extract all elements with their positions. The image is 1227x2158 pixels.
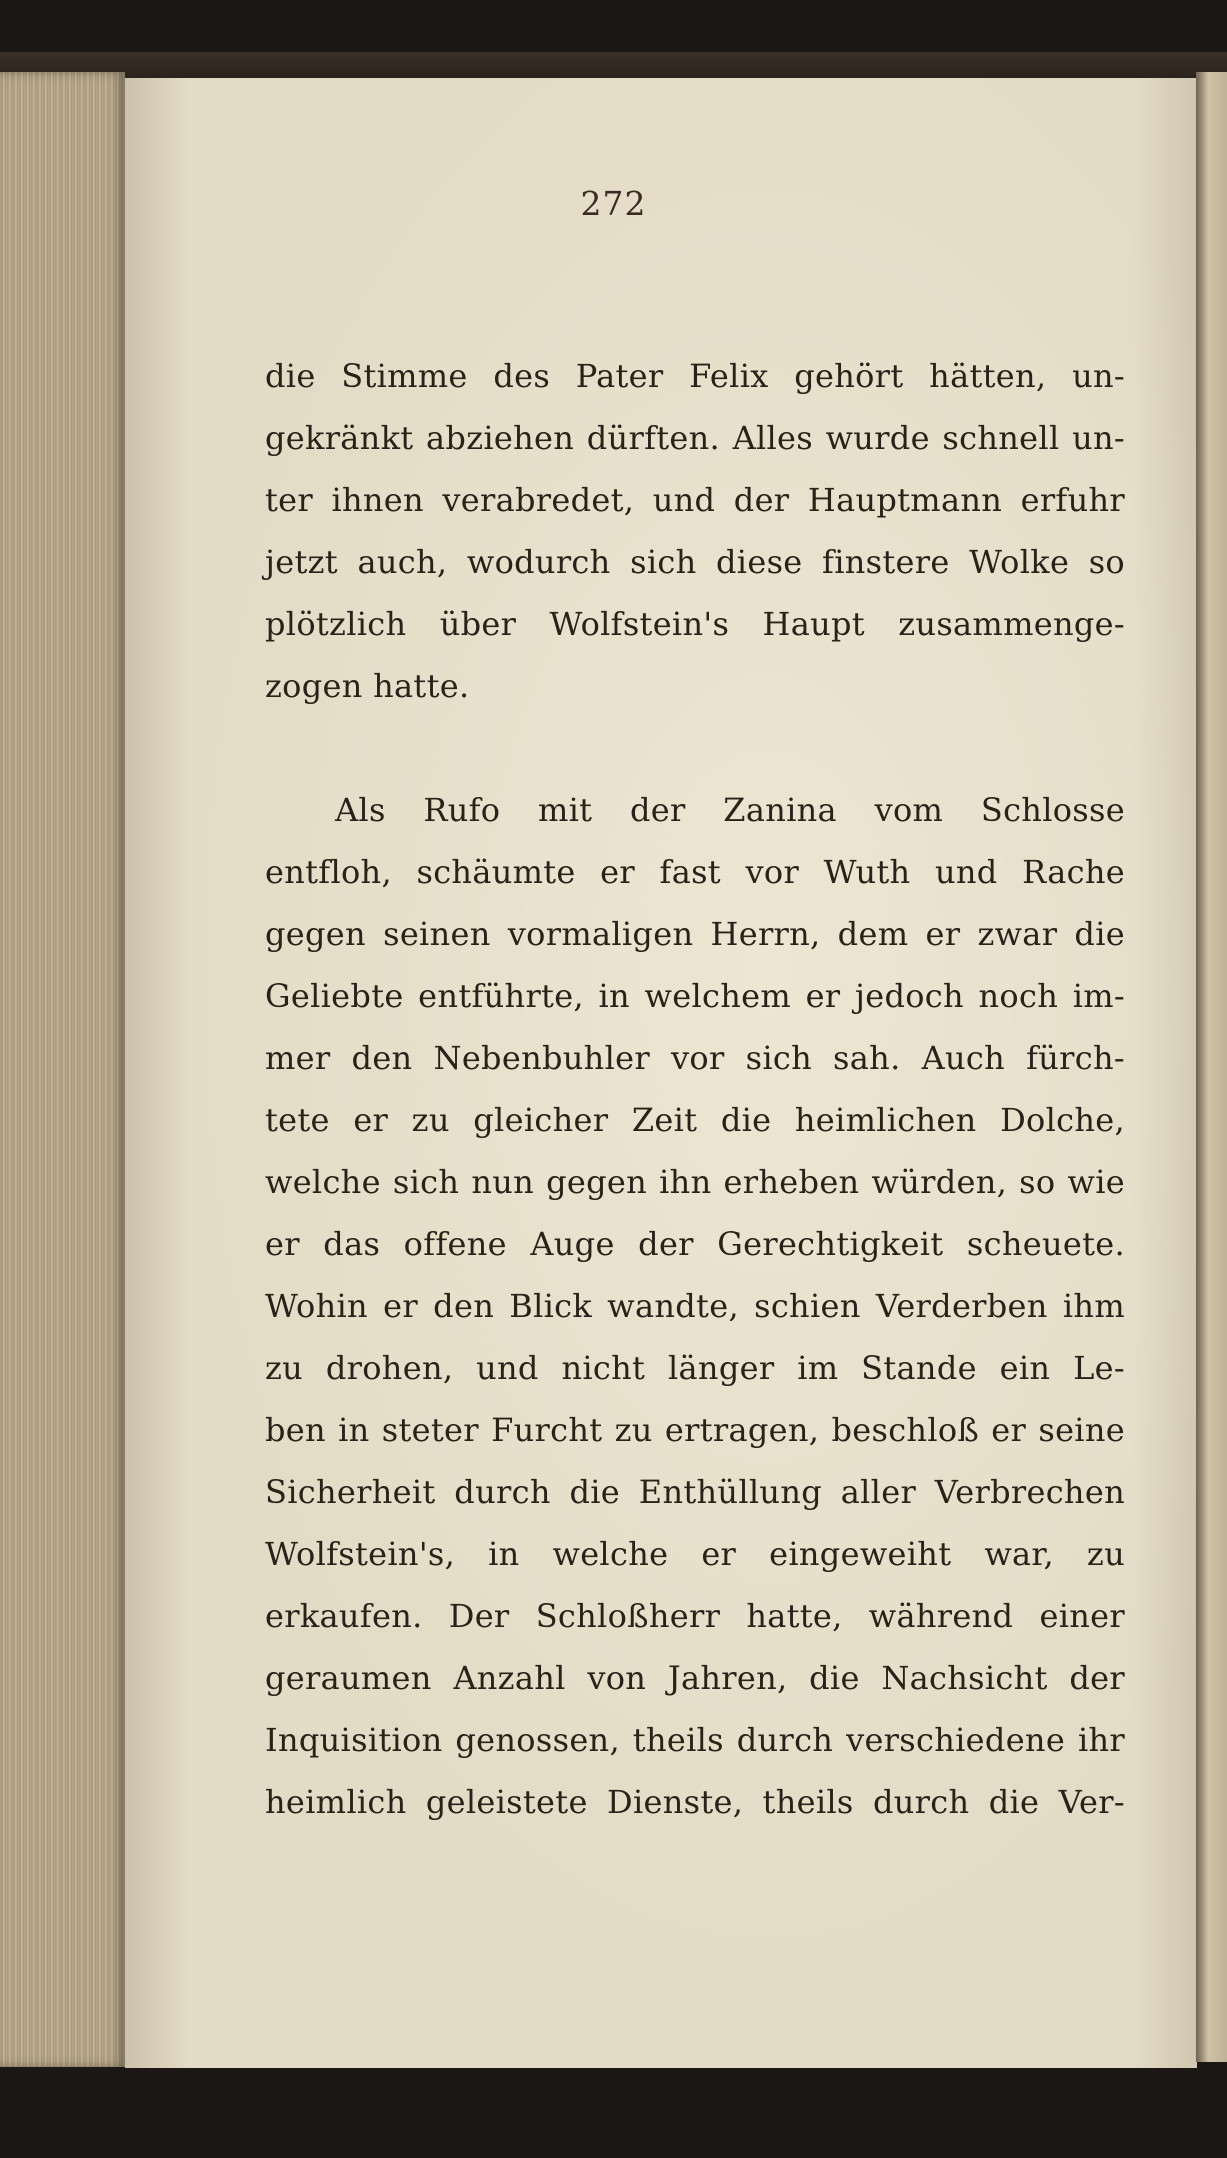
text-line: mer den Nebenbuhler vor sich sah. Auch fürch-	[265, 1039, 1125, 1077]
body-text	[265, 345, 1125, 1833]
text-line: jetzt auch, wodurch sich diese finstere Wolke so	[265, 543, 1125, 581]
text-line: ter ihnen verabredet, und der Hauptmann erfuhr	[265, 481, 1125, 519]
text-line: gegen seinen vormaligen Herrn, dem er zwar die	[265, 915, 1125, 953]
text-line: Sicherheit durch die Enthüllung aller Verbrechen	[265, 1473, 1125, 1511]
text-line: Als Rufo mit der Zanina vom Schlosse	[335, 791, 1125, 829]
text-line: geraumen Anzahl von Jahren, die Nachsicht der	[265, 1659, 1125, 1697]
text-line: die Stimme des Pater Felix gehört hätten, un-	[265, 357, 1125, 395]
next-page-edge	[1196, 72, 1227, 2062]
text-line: Inquisition genossen, theils durch verschiedene ihr	[265, 1721, 1125, 1759]
text-line: zogen hatte.	[265, 667, 470, 705]
text-line: er das offene Auge der Gerechtigkeit scheuete.	[265, 1225, 1125, 1263]
text-line: welche sich nun gegen ihn erheben würden, so wie	[265, 1163, 1125, 1201]
text-line: entfloh, schäumte er fast vor Wuth und Rache	[265, 853, 1125, 891]
book-top-edge	[0, 52, 1227, 78]
text-line: gekränkt abziehen dürften. Alles wurde schnell un-	[265, 419, 1125, 457]
paragraph-2	[265, 779, 1125, 1833]
paragraph-gap	[265, 717, 1125, 779]
page-stack-edge	[0, 72, 125, 2067]
text-line: Geliebte entführte, in welchem er jedoch noch im-	[265, 977, 1125, 1015]
paragraph-1	[265, 345, 1125, 717]
text-line: erkaufen. Der Schloßherr hatte, während einer	[265, 1597, 1125, 1635]
text-line: Wohin er den Blick wandte, schien Verderben ihm	[265, 1287, 1125, 1325]
text-line: ben in steter Furcht zu ertragen, beschloß er seine	[265, 1411, 1125, 1449]
page-number: 272	[580, 184, 647, 223]
text-line: Wolfstein's, in welche er eingeweiht war, zu	[265, 1535, 1125, 1573]
text-line: plötzlich über Wolfstein's Haupt zusammenge-	[265, 605, 1125, 643]
text-line: zu drohen, und nicht länger im Stande ein Le-	[265, 1349, 1125, 1387]
background-bottom	[0, 2068, 1227, 2158]
text-line: tete er zu gleicher Zeit die heimlichen Dolche,	[265, 1101, 1125, 1139]
text-line: heimlich geleistete Dienste, theils durch die Ver-	[265, 1783, 1125, 1821]
